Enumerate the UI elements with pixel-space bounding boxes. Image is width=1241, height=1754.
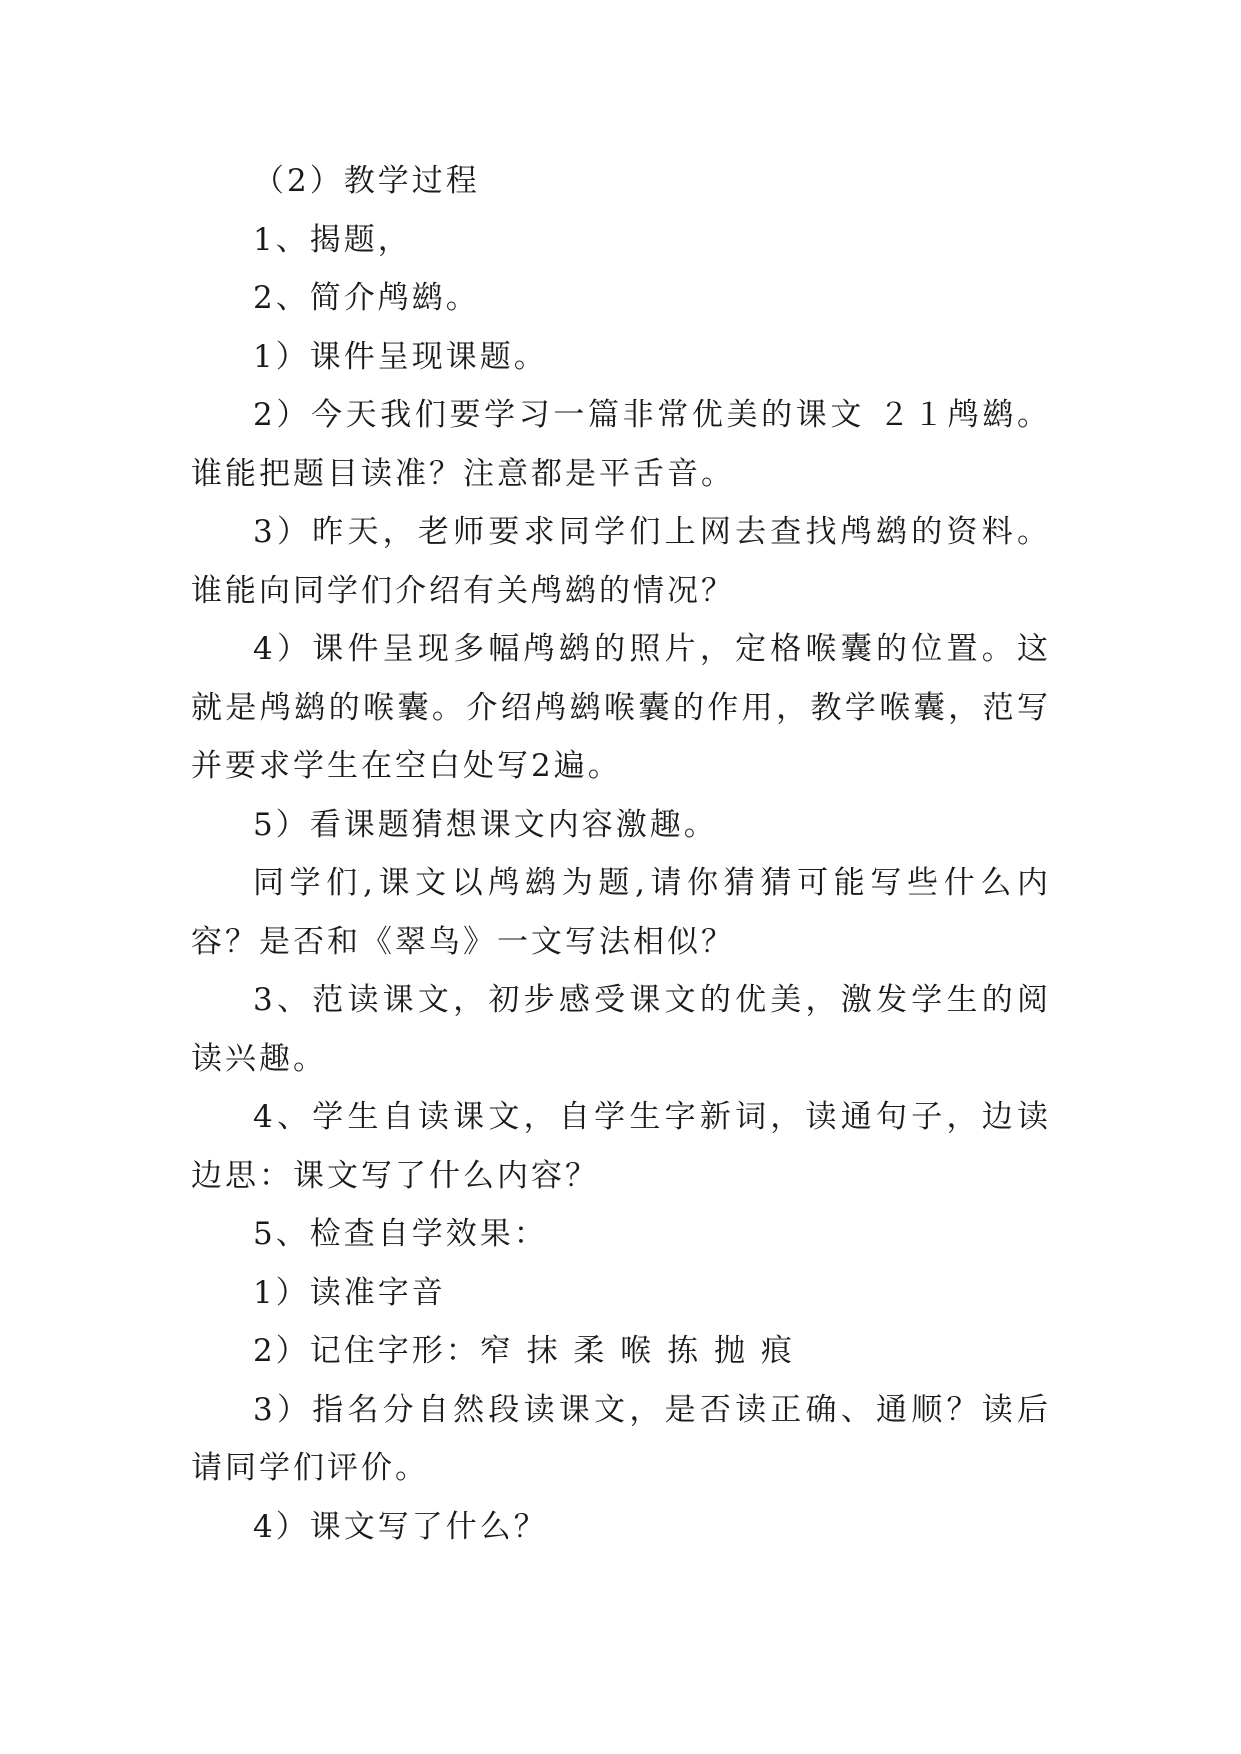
step-3-model-reading: 3、范读课文，初步感受课文的优美，激发学生的阅读兴趣。: [191, 982, 1051, 1077]
step-5-check-results: 5、检查自学效果：: [253, 1216, 548, 1252]
substep-5-guess-content: 5）看课题猜想课文内容激趣。: [253, 806, 718, 843]
check-1-pronunciation: 1）读准字音: [253, 1274, 446, 1311]
check-4-summary-question: 4）课文写了什么？: [253, 1508, 548, 1545]
substep-2-read-title: 2）今天我们要学习一篇非常优美的课文 ２１鸬鹚。谁能把题目读准？注意都是平舌音。: [191, 397, 1051, 492]
document-body: [191, 152, 1051, 1556]
step-4-self-reading: 4、学生自读课文，自学生字新词，读通句子，边读边思：课文写了什么内容？: [191, 1099, 1051, 1194]
substep-1-show-title: 1）课件呈现课题。: [253, 338, 548, 375]
check-3-paragraph-reading: 3）指名分自然段读课文，是否读正确、通顺？读后请同学们评价。: [191, 1391, 1051, 1486]
substep-3-research: 3）昨天，老师要求同学们上网去查找鸬鹚的资料。谁能向同学们介绍有关鸬鹚的情况？: [191, 514, 1051, 609]
section-heading-teaching-process: （2）教学过程: [253, 163, 480, 199]
guess-content-question: 同学们,课文以鸬鹚为题,请你猜猜可能写些什么内容？是否和《翠鸟》一文写法相似？: [191, 865, 1051, 960]
step-1-reveal-title: 1、揭题，: [253, 221, 412, 258]
check-2-character-forms: 2）记住字形：窄 抹 柔 喉 拣 抛 痕: [253, 1333, 795, 1369]
step-2-introduce-cormorant: 2、简介鸬鹚。: [253, 280, 480, 316]
substep-4-throat-pouch: 4）课件呈现多幅鸬鹚的照片，定格喉囊的位置。这就是鸬鹚的喉囊。介绍鸬鹚喉囊的作用，教学喉囊，范写并要求学生在空白处写2遍。: [191, 631, 1051, 784]
